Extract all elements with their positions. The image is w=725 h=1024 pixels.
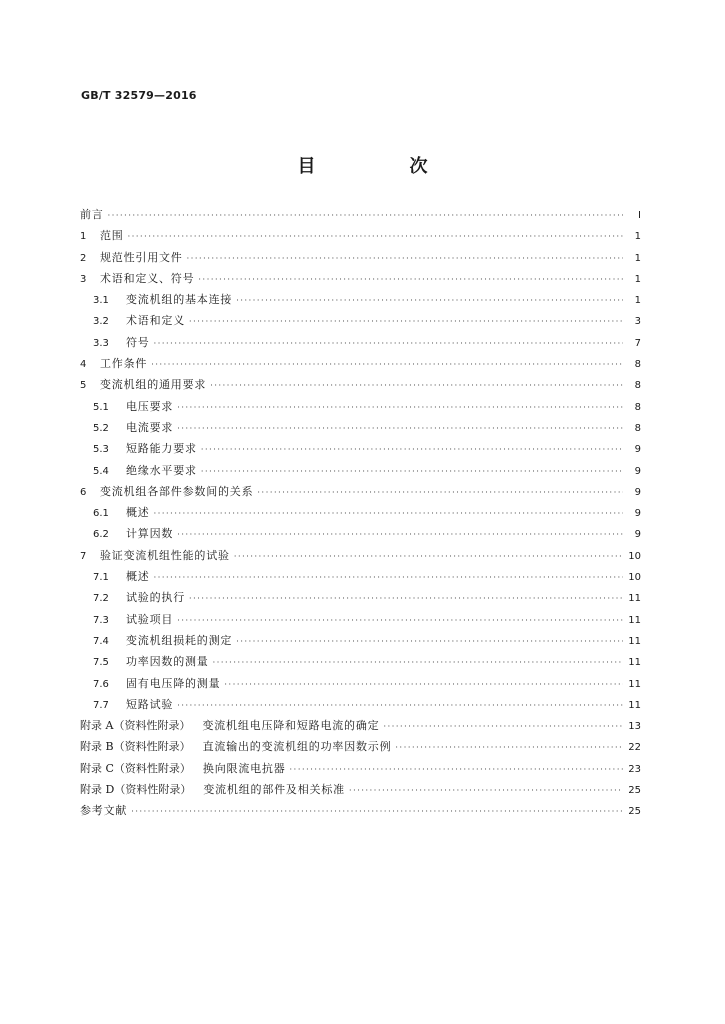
toc-entry-page: 1 — [634, 231, 641, 243]
toc-entry-number: 5 — [80, 380, 87, 392]
toc-entry-page: 9 — [634, 486, 641, 498]
dot-leader — [234, 552, 623, 561]
dot-leader — [154, 339, 623, 348]
toc-entry[interactable] — [80, 440, 641, 461]
toc-entry[interactable] — [80, 462, 641, 483]
toc-entry-page: 8 — [634, 401, 641, 413]
toc-entry[interactable] — [80, 270, 641, 291]
toc-entry-page: 8 — [634, 380, 641, 392]
toc-entry-page: 7 — [634, 337, 641, 349]
toc-entry-label: 短路能力要求 — [126, 442, 197, 456]
toc-entry-number: 3.3 — [93, 337, 109, 349]
toc-entry-page: 11 — [628, 657, 641, 669]
toc-entry-label: 前言 — [80, 208, 104, 221]
toc-entry-number: 7.4 — [93, 635, 109, 647]
toc-entry[interactable] — [80, 525, 641, 546]
dot-leader — [108, 211, 623, 220]
toc-entry-number: 6.1 — [93, 508, 109, 520]
dot-leader — [224, 680, 623, 689]
toc-entry-number: 2 — [80, 252, 87, 264]
toc-entry-page: 8 — [634, 422, 641, 434]
dot-leader — [201, 445, 623, 454]
toc-entry[interactable] — [80, 717, 641, 738]
toc-entry[interactable] — [80, 738, 641, 759]
dot-leader — [236, 637, 623, 646]
toc-entry-page: 10 — [628, 572, 641, 584]
toc-entry[interactable] — [80, 696, 641, 717]
toc-entry-page: 8 — [634, 359, 641, 371]
toc-entry-number: 5.2 — [93, 422, 109, 434]
dot-leader — [201, 467, 623, 476]
toc-entry[interactable] — [80, 312, 641, 333]
dot-leader — [187, 254, 623, 263]
toc-entry[interactable] — [80, 483, 641, 504]
toc-entry-label: 变流机组各部件参数间的关系 — [100, 484, 254, 498]
toc-entry-label: 变流机组的基本连接 — [126, 293, 233, 307]
toc-entry-page: 22 — [628, 742, 641, 754]
toc-entry[interactable] — [80, 398, 641, 419]
toc-entry[interactable] — [80, 781, 641, 802]
toc-entry[interactable] — [80, 334, 641, 355]
toc-entry-label: 工作条件 — [100, 357, 148, 371]
toc-entry[interactable] — [80, 611, 641, 632]
toc-entry[interactable] — [80, 675, 641, 696]
toc-entry-page: 9 — [634, 465, 641, 477]
toc-entry-label: 试验的执行 — [126, 591, 185, 605]
toc-entry[interactable] — [80, 419, 641, 440]
toc-entry-label: 电压要求 — [126, 399, 174, 413]
toc-entry-page: 10 — [628, 550, 641, 562]
toc-entry[interactable] — [80, 653, 641, 674]
toc-entry-label: 固有电压降的测量 — [126, 676, 221, 690]
toc-entry[interactable] — [80, 632, 641, 653]
dot-leader — [290, 765, 623, 774]
toc-entry-number: 7 — [80, 550, 87, 562]
toc-entry-label: 电流要求 — [126, 420, 174, 434]
dot-leader — [154, 509, 623, 518]
toc-entry-label: 术语和定义、符号 — [100, 271, 195, 285]
toc-entry-number: 4 — [80, 359, 87, 371]
dot-leader — [236, 296, 623, 305]
toc-entry[interactable] — [80, 504, 641, 525]
toc-entry-label: 范围 — [100, 229, 124, 243]
toc-entry-page: 25 — [628, 806, 641, 818]
toc-entry-number: 1 — [80, 231, 87, 243]
dot-leader — [177, 424, 623, 433]
toc-entry-page: 25 — [628, 785, 641, 797]
toc-entry-label: 符号 — [126, 335, 150, 349]
toc-entry-page: 11 — [628, 614, 641, 626]
toc-entry-page: 3 — [634, 316, 641, 328]
toc-entry-label: 计算因数 — [126, 527, 174, 541]
toc-entry[interactable] — [80, 547, 641, 568]
toc-entry-number: 3.1 — [93, 295, 109, 307]
toc-entry[interactable] — [80, 568, 641, 589]
dot-leader — [154, 573, 623, 582]
toc-entry[interactable] — [80, 249, 641, 270]
toc-entry-page: 11 — [628, 699, 641, 711]
toc-entry[interactable] — [80, 376, 641, 397]
toc-entry[interactable] — [80, 355, 641, 376]
toc-entry-number: 5.3 — [93, 444, 109, 456]
toc-entry-page: 1 — [634, 252, 641, 264]
toc-entry-label: 概述 — [126, 506, 150, 520]
toc-entry-page: Ⅰ — [638, 210, 641, 221]
toc-entry-label: 术语和定义 — [126, 314, 185, 328]
toc-entry-label: 功率因数的测量 — [126, 655, 209, 669]
table-of-contents — [80, 206, 641, 824]
toc-entry[interactable] — [80, 227, 641, 248]
toc-entry-label: 换向限流电抗器 — [202, 761, 286, 775]
toc-entry[interactable] — [80, 291, 641, 312]
dot-leader — [131, 807, 623, 816]
toc-entry-page: 9 — [634, 508, 641, 520]
toc-entry-page: 11 — [628, 678, 641, 690]
dot-leader — [177, 403, 623, 412]
toc-entry-label: 短路试验 — [126, 697, 174, 711]
toc-entry-label: 试验项目 — [126, 612, 174, 626]
toc-entry-label: 变流机组电压降和短路电流的确定 — [202, 719, 380, 733]
toc-entry[interactable] — [80, 760, 641, 781]
toc-entry-label: 直流输出的变流机组的功率因数示例 — [202, 740, 392, 754]
dot-leader — [177, 701, 623, 710]
toc-entry-number: 附录 A（资料性附录） — [80, 719, 191, 733]
toc-entry-label: 规范性引用文件 — [100, 250, 183, 264]
dot-leader — [257, 488, 623, 497]
toc-entry-label: 变流机组的部件及相关标准 — [203, 783, 345, 797]
toc-entry-label: 变流机组的通用要求 — [100, 378, 207, 392]
toc-entry[interactable] — [80, 802, 641, 823]
toc-entry-page: 1 — [634, 273, 641, 285]
toc-entry-number: 7.7 — [93, 699, 109, 711]
standard-code: GB/T 32579—2016 — [81, 89, 197, 102]
toc-entry-number: 3.2 — [93, 316, 109, 328]
toc-entry-number: 6 — [80, 486, 87, 498]
toc-entry-number: 附录 D（资料性附录） — [80, 783, 192, 797]
dot-leader — [198, 275, 623, 284]
toc-entry-number: 附录 C（资料性附录） — [80, 761, 191, 775]
dot-leader — [210, 381, 623, 390]
dot-leader — [151, 360, 623, 369]
toc-entry-page: 1 — [634, 295, 641, 307]
toc-entry-page: 13 — [628, 721, 641, 733]
toc-entry-page: 23 — [628, 763, 641, 775]
toc-entry-label: 验证变流机组性能的试验 — [100, 548, 230, 562]
dot-leader — [128, 232, 623, 241]
dot-leader — [177, 530, 623, 539]
toc-entry[interactable] — [80, 206, 641, 227]
dot-leader — [349, 786, 623, 795]
toc-entry-label: 绝缘水平要求 — [126, 463, 197, 477]
toc-entry-page: 11 — [628, 593, 641, 605]
toc-entry-label: 变流机组损耗的测定 — [126, 633, 233, 647]
toc-entry-label: 参考文献 — [80, 804, 128, 818]
toc-entry-number: 5.1 — [93, 401, 109, 413]
dot-leader — [177, 616, 623, 625]
dot-leader — [383, 722, 623, 731]
toc-entry-page: 9 — [634, 444, 641, 456]
toc-entry-number: 7.6 — [93, 678, 109, 690]
toc-entry-label: 概述 — [126, 570, 150, 584]
toc-entry-number: 附录 B（资料性附录） — [80, 740, 191, 754]
toc-entry-number: 7.2 — [93, 593, 109, 605]
toc-entry-page: 9 — [634, 529, 641, 541]
toc-entry-number: 7.1 — [93, 572, 109, 584]
dot-leader — [395, 743, 623, 752]
toc-entry-number: 7.3 — [93, 614, 109, 626]
toc-entry[interactable] — [80, 589, 641, 610]
dot-leader — [213, 658, 623, 667]
page-title: 目 次 — [297, 156, 466, 177]
dot-leader — [189, 317, 623, 326]
toc-entry-number: 3 — [80, 273, 87, 285]
toc-entry-page: 11 — [628, 635, 641, 647]
toc-entry-number: 5.4 — [93, 465, 109, 477]
dot-leader — [189, 594, 623, 603]
toc-entry-number: 7.5 — [93, 657, 109, 669]
toc-entry-number: 6.2 — [93, 529, 109, 541]
